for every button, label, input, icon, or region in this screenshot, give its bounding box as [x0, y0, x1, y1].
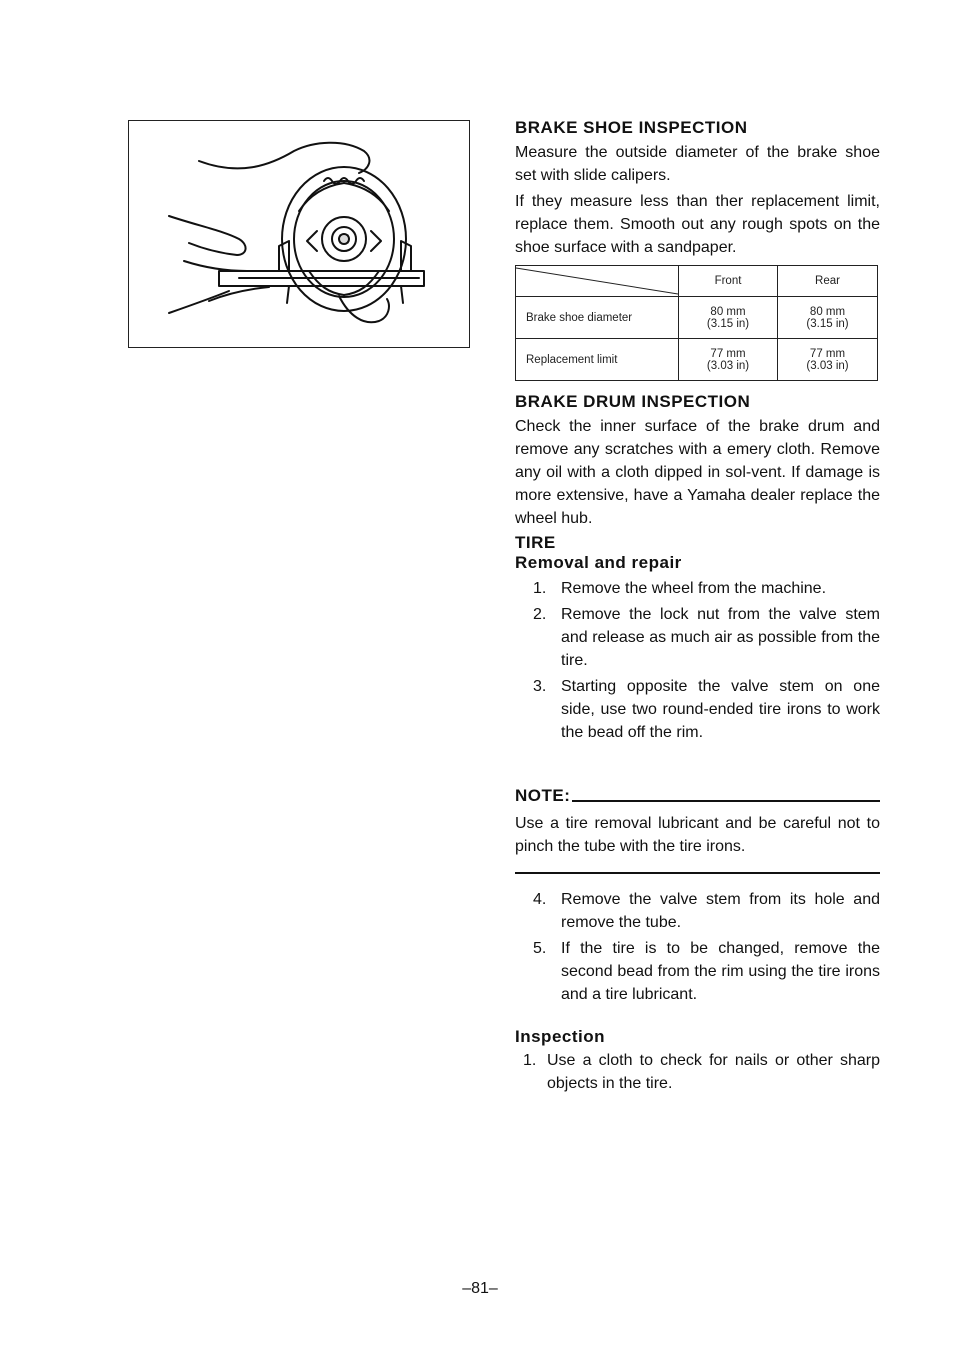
table-corner-cell [516, 266, 679, 297]
brake-shoe-heading: BRAKE SHOE INSPECTION [515, 118, 748, 137]
step-number: 2. [533, 606, 547, 623]
step-text: Remove the wheel from the machine. [561, 580, 827, 597]
cell-rear-diameter [778, 297, 878, 339]
step-number: 3. [533, 678, 547, 695]
tire-heading: TIRE [515, 533, 556, 552]
spec-table-wrapper [515, 265, 878, 381]
note-block [515, 786, 880, 874]
step-number: 5. [533, 940, 547, 957]
note-text: Use a tire removal lubricant and be careful not to pinch the tube with the tire irons. [515, 815, 880, 855]
tire-section [515, 533, 880, 744]
step-text: Remove the lock nut from the valve stem and release as much air as possible from the tire. [561, 606, 880, 669]
step-text: Remove the valve stem from its hole and remove the tube. [561, 891, 880, 931]
row-label-replacement-limit: Replacement limit [516, 339, 679, 381]
list-item [533, 603, 880, 672]
front-diameter-mm: 80 mm [710, 305, 746, 318]
brake-shoe-caliper-illustration [128, 120, 470, 348]
removal-repair-subheading: Removal and repair [515, 553, 682, 572]
note-rule [572, 800, 880, 802]
col-header-rear: Rear [778, 266, 878, 297]
brake-shoe-para2: If they measure less than ther replacement limit, replace them. Smooth out any rough spots on the shoe surface with a sandpaper. [515, 193, 880, 256]
brake-drum-para: Check the inner surface of the brake drum and remove any scratches with a emery cloth. Remove any oil with a cloth dipped in sol-vent. If damage is more extensive, have a Yamaha dealer replace the wheel hub. [515, 418, 880, 527]
inspection-heading: Inspection [515, 1027, 606, 1046]
page-number: –81– [462, 1280, 498, 1297]
removal-steps-continued [515, 888, 880, 1006]
removal-steps-list [515, 577, 880, 744]
table-row [516, 297, 878, 339]
rear-diameter-in: (3.15 in) [806, 317, 849, 330]
brake-drum-heading: BRAKE DRUM INSPECTION [515, 392, 751, 411]
front-diameter-in: (3.15 in) [706, 317, 750, 330]
inspection-section [515, 1027, 880, 1095]
diagonal-line [516, 266, 678, 296]
cell-front-diameter [679, 297, 778, 339]
brake-shoe-para1: Measure the outside diameter of the brake shoe set with slide calipers. [515, 144, 880, 184]
rear-limit-in: (3.03 in) [806, 359, 849, 372]
step-text: Starting opposite the valve stem on one side, use two round-ended tire irons to work the bead off the rim. [561, 678, 880, 741]
step-number: 1. [523, 1052, 537, 1069]
list-item [523, 1049, 880, 1095]
rear-diameter-mm: 80 mm [809, 305, 846, 318]
inspection-steps-list [515, 1049, 880, 1095]
front-limit-mm: 77 mm [710, 347, 746, 360]
cell-rear-limit [778, 339, 878, 381]
step-text: If the tire is to be changed, remove the second bead from the rim using the tire irons and a tire lubricant. [561, 940, 880, 1003]
brake-shoe-section [515, 118, 880, 259]
step-number: 4. [533, 891, 547, 908]
step-text: Use a cloth to check for nails or other sharp objects in the tire. [547, 1052, 880, 1092]
brake-drum-section [515, 392, 880, 530]
step-number: 1. [533, 580, 547, 597]
note-bottom-rule [515, 872, 880, 874]
caliper-drawing [129, 121, 469, 347]
list-item [533, 577, 880, 600]
list-item [533, 888, 880, 934]
note-label: NOTE: [515, 786, 571, 805]
list-item [533, 937, 880, 1006]
list-item [533, 675, 880, 744]
rear-limit-mm: 77 mm [809, 347, 846, 360]
cell-front-limit [679, 339, 778, 381]
table-row [516, 339, 878, 381]
row-label-shoe-diameter: Brake shoe diameter [516, 297, 679, 339]
col-header-front: Front [679, 266, 778, 297]
brake-spec-table [515, 265, 878, 381]
front-limit-in: (3.03 in) [706, 359, 750, 372]
